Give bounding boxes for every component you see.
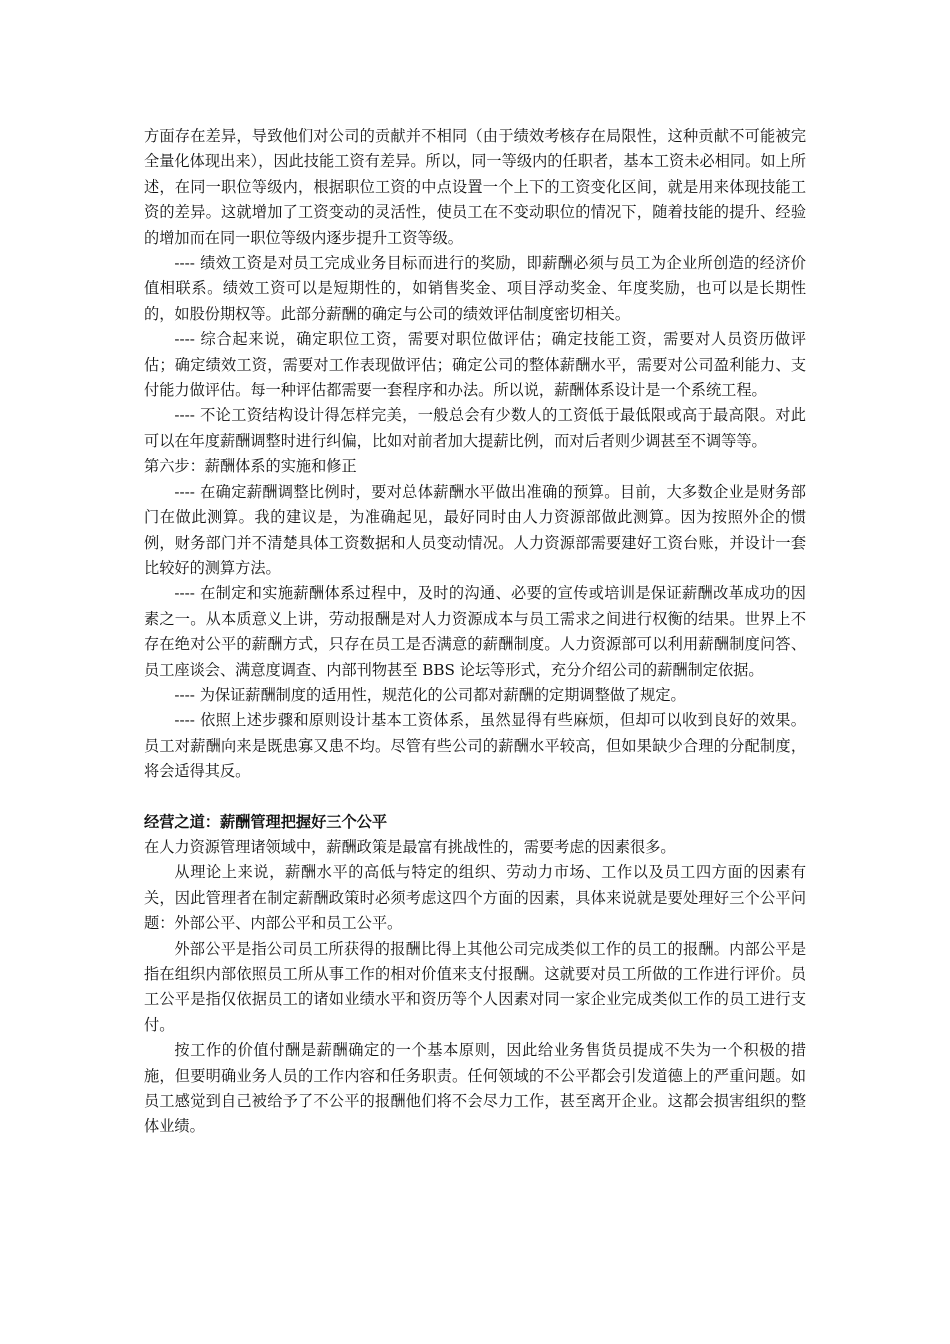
article-intro: 在人力资源管理诸领域中，薪酬政策是最富有挑战性的，需要考虑的因素很多。 (144, 837, 676, 856)
paragraph-conclusion: ---- 依照上述步骤和原则设计基本工资体系，虽然显得有些麻烦，但却可以收到良好的效果。员工对薪酬向来是既患寡又患不均。尽管有些公司的薪酬水平较高，但如果缺少合理的分配制度，将会适得其反。 (144, 711, 806, 781)
article-title: 经营之道：薪酬管理把握好三个公平 (144, 812, 387, 831)
document-page (144, 124, 806, 1140)
article-paragraph-value: 按工作的价值付酬是薪酬确定的一个基本原则，因此给业务售货员提成不失为一个积极的措施，但要明确业务人员的工作内容和任务职责。任何领域的不公平都会引发道德上的严重问题。如员工感觉到自己被给予了不公平的报酬他们将不会尽力工作，甚至离开企业。这都会损害组织的整体业绩。 (144, 1041, 806, 1136)
paragraph-adjustment: ---- 为保证薪酬制度的适用性，规范化的公司都对薪酬的定期调整做了规定。 (174, 685, 686, 704)
step6-heading: 第六步：薪酬体系的实施和修正 (144, 457, 357, 476)
section-spacer (144, 785, 806, 810)
paragraph-correction: ---- 不论工资结构设计得怎样完美，一般总会有少数人的工资低于最低限或高于最高限。对此可以在年度薪酬调整时进行纠偏，比如对前者加大提薪比例，而对后者则少调甚至不调等等。 (144, 406, 806, 450)
article-paragraph-fairness: 外部公平是指公司员工所获得的报酬比得上其他公司完成类似工作的员工的报酬。内部公平是指在组织内部依照员工所从事工作的相对价值来支付报酬。这就要对员工所做的工作进行评价。员工公平是指仅依据员工的诸如业绩水平和资历等个人因素对同一家企业完成类似工作的员工进行支付。 (144, 939, 806, 1034)
paragraph-budget: ---- 在确定薪酬调整比例时，要对总体薪酬水平做出准确的预算。目前，大多数企业是财务部门在做此测算。我的建议是，为准确起见，最好同时由人力资源部做此测算。因为按照外企的惯例，财务部门并不清楚具体工资数据和人员变动情况。人力资源部需要建好工资台账，并设计一套比较好的测算方法。 (144, 482, 806, 577)
paragraph-skill-wage: 方面存在差异，导致他们对公司的贡献并不相同（由于绩效考核存在局限性，这种贡献不可能被完全量化体现出来），因此技能工资有差异。所以，同一等级内的任职者，基本工资未必相同。如上所述，在同一职位等级内，根据职位工资的中点设置一个上下的工资变化区间，就是用来体现技能工资的差异。这就增加了工资变动的灵活性，使员工在不变动职位的情况下，随着技能的提升、经验的增加而在同一职位等级内逐步提升工资等级。 (144, 127, 806, 247)
paragraph-communication: ---- 在制定和实施薪酬体系过程中，及时的沟通、必要的宣传或培训是保证薪酬改革成功的因素之一。从本质意义上讲，劳动报酬是对人力资源成本与员工需求之间进行权衡的结果。世界上不存在绝对公平的薪酬方式，只存在员工是否满意的薪酬制度。人力资源部可以利用薪酬制度问答、员工座谈会、满意度调查、内部刊物甚至 BBS 论坛等形式，充分介绍公司的薪酬制定依据。 (144, 584, 806, 679)
paragraph-performance-wage: ---- 绩效工资是对员工完成业务目标而进行的奖励，即薪酬必须与员工为企业所创造的经济价值相联系。绩效工资可以是短期性的，如销售奖金、项目浮动奖金、年度奖励，也可以是长期性的，如股份期权等。此部分薪酬的确定与公司的绩效评估制度密切相关。 (144, 254, 806, 323)
article-paragraph-theory: 从理论上来说，薪酬水平的高低与特定的组织、劳动力市场、工作以及员工四方面的因素有关，因此管理者在制定薪酬政策时必须考虑这四个方面的因素，具体来说就是要处理好三个公平问题：外部公平、内部公平和员工公平。 (144, 863, 806, 933)
paragraph-summary: ---- 综合起来说，确定职位工资，需要对职位做评估；确定技能工资，需要对人员资历做评估；确定绩效工资，需要对工作表现做评估；确定公司的整体薪酬水平，需要对公司盈利能力、支付能力做评估。每一种评估都需要一套程序和办法。所以说，薪酬体系设计是一个系统工程。 (144, 330, 806, 400)
